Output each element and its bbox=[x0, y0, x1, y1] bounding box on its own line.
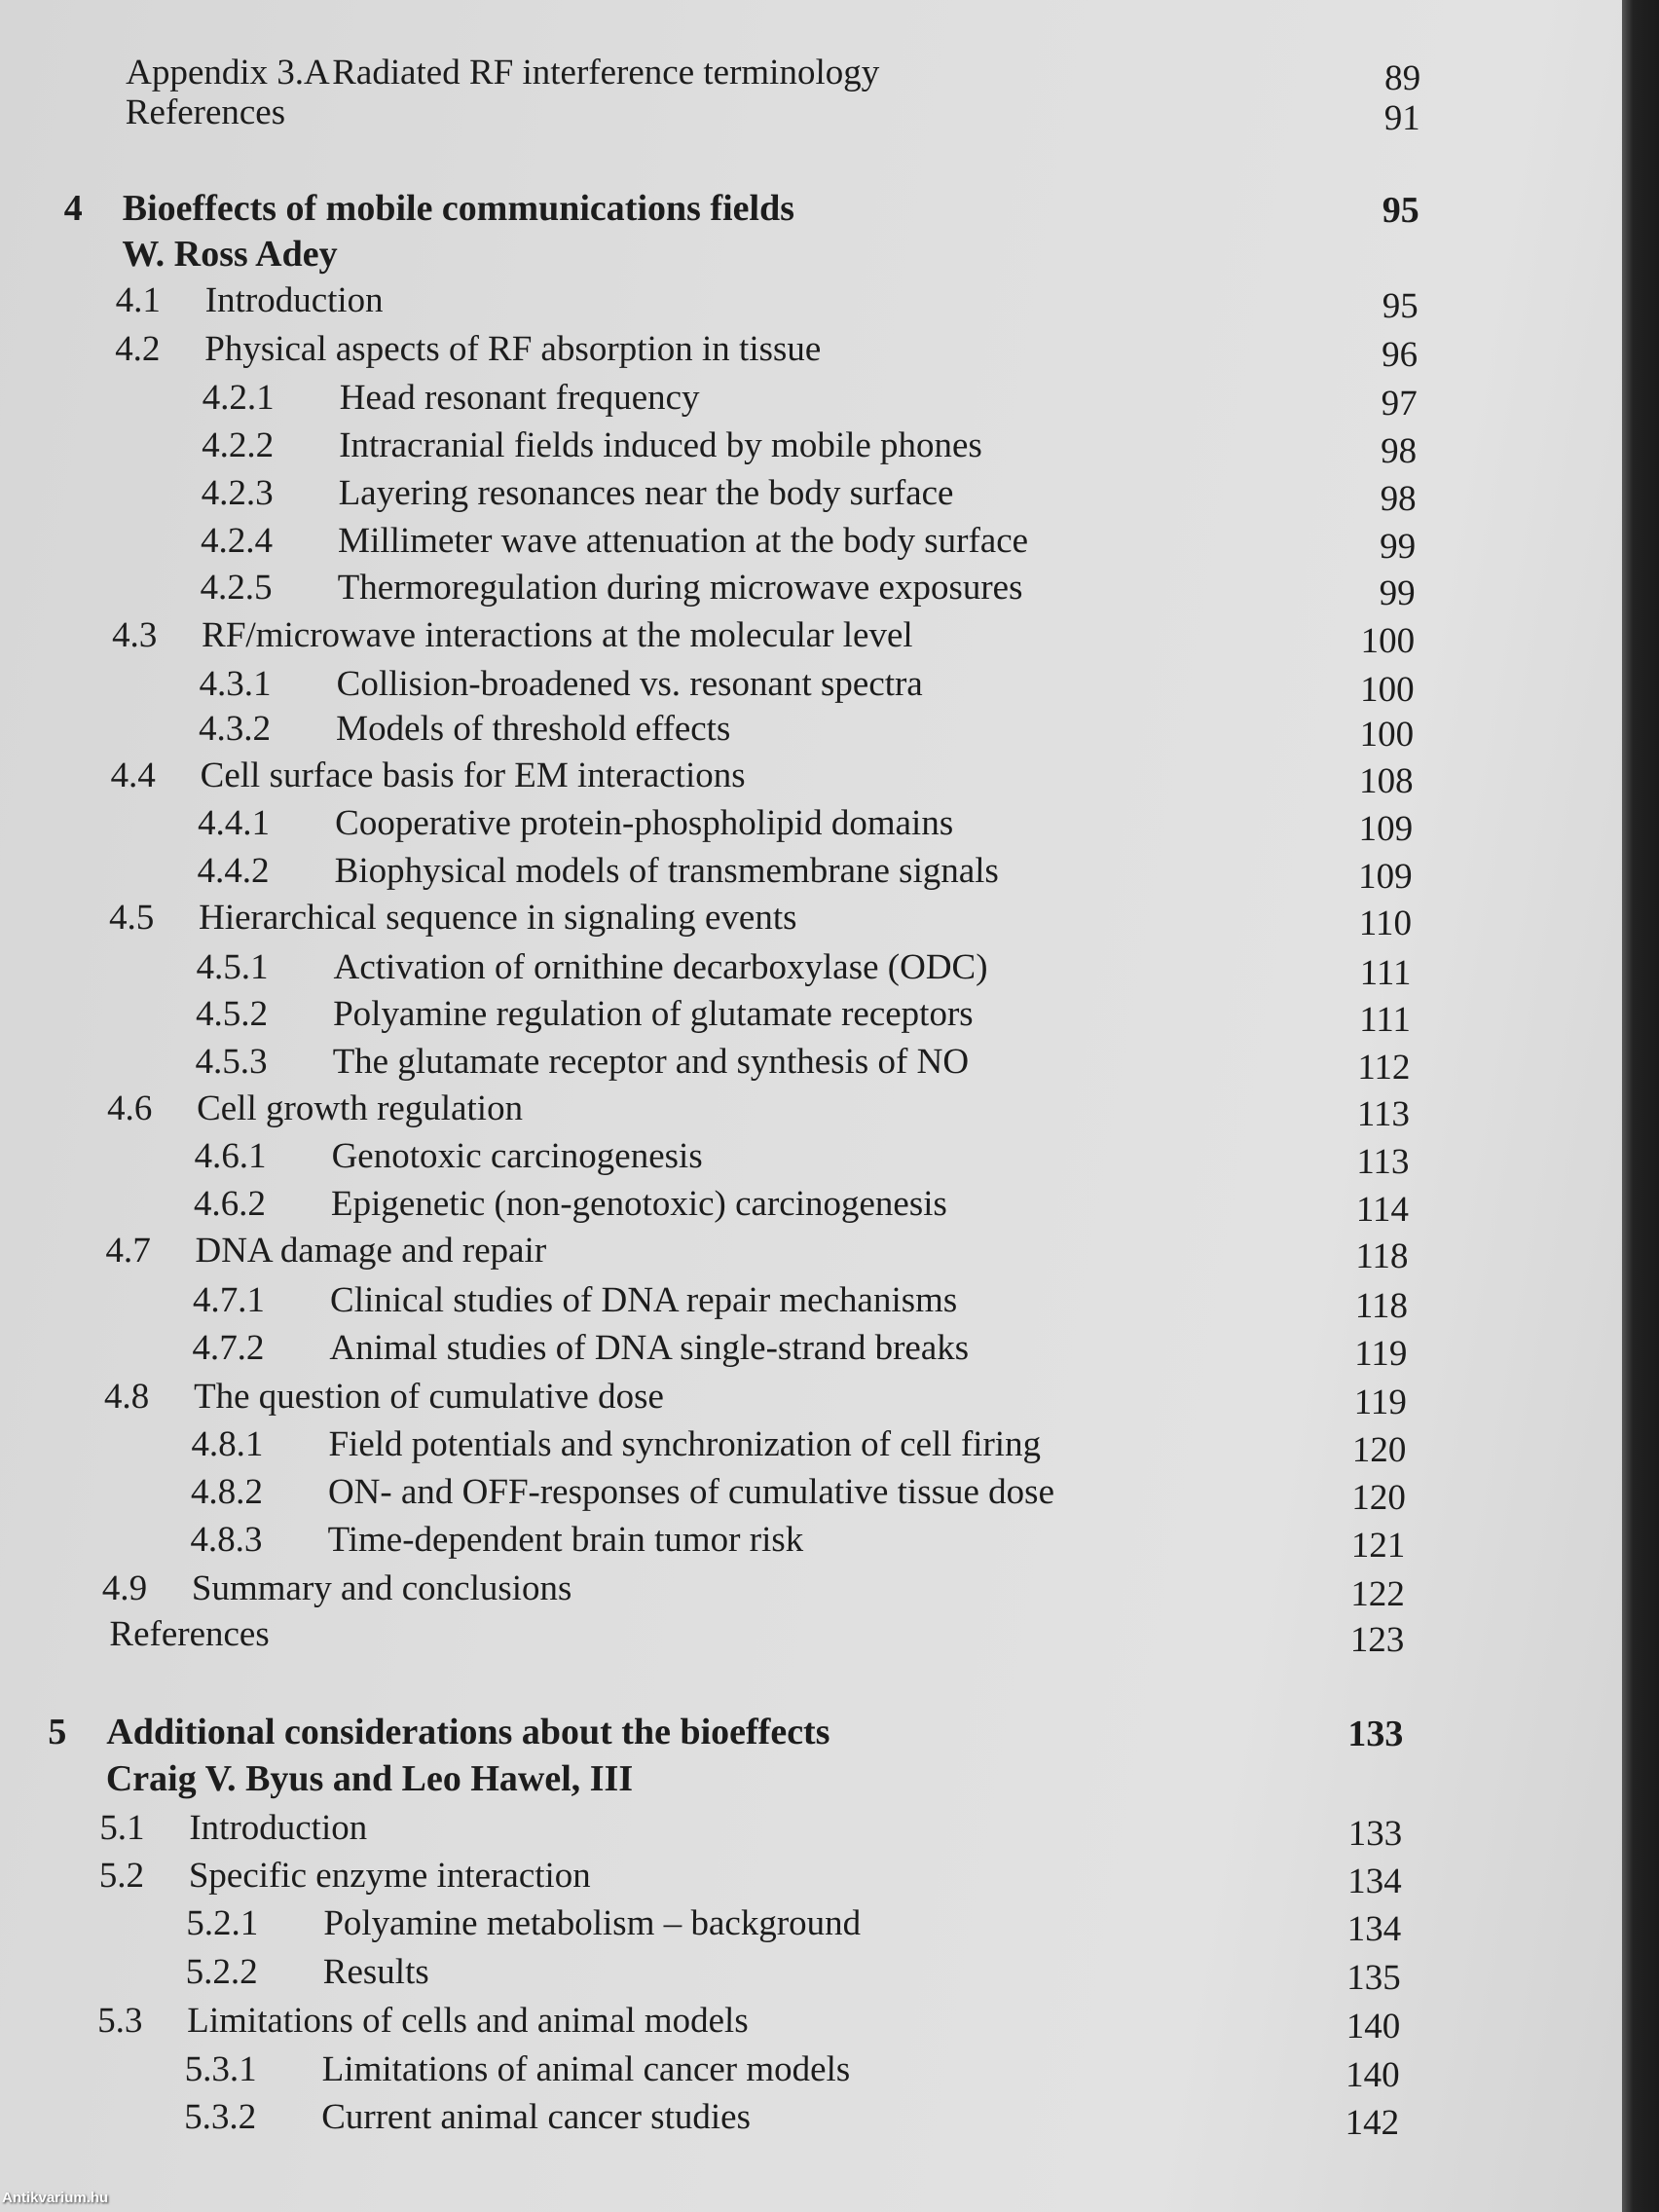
toc-entry bbox=[0, 1805, 1403, 1852]
entry-page-number: 121 bbox=[1350, 1526, 1406, 1566]
entry-page-number: 111 bbox=[1359, 1000, 1412, 1040]
entry-title: Animal studies of DNA single-strand breaks bbox=[329, 1328, 970, 1368]
entry-page-number: 113 bbox=[1356, 1142, 1410, 1182]
toc-entry bbox=[0, 1566, 1405, 1612]
entry-number: 4.2.3 bbox=[201, 473, 274, 513]
entry-page-number: 119 bbox=[1354, 1334, 1408, 1374]
entry-title: References bbox=[125, 92, 286, 132]
toc-entry bbox=[0, 90, 1420, 136]
entry-number: 4.6.1 bbox=[194, 1136, 267, 1176]
entry-page-number: 120 bbox=[1351, 1430, 1407, 1470]
toc-entry bbox=[0, 1611, 1405, 1658]
entry-page-number: 100 bbox=[1359, 715, 1415, 755]
toc-entry bbox=[0, 423, 1417, 469]
entry-page-number: 119 bbox=[1353, 1382, 1408, 1422]
toc-entry bbox=[0, 1039, 1411, 1086]
toc-entry bbox=[0, 991, 1411, 1038]
entry-title: Millimeter wave attenuation at the body surface bbox=[337, 521, 1029, 561]
entry-title: Additional considerations about the bioeffects bbox=[106, 1712, 830, 1752]
entry-title: Limitations of animal cancer models bbox=[321, 2049, 851, 2089]
entry-number: 4.5 bbox=[108, 898, 155, 938]
entry-number: 4.5.1 bbox=[196, 947, 269, 987]
entry-number: 4.2.4 bbox=[200, 521, 274, 561]
entry-page-number: 98 bbox=[1380, 431, 1418, 471]
entry-page-number: 135 bbox=[1346, 1958, 1401, 1998]
toc-entry bbox=[0, 565, 1416, 611]
entry-title: Time-dependent brain tumor risk bbox=[327, 1520, 804, 1560]
entry-page-number: 96 bbox=[1381, 335, 1419, 375]
toc-entry bbox=[0, 518, 1416, 565]
toc-entry bbox=[0, 1133, 1410, 1180]
entry-title: Polyamine regulation of glutamate receptors bbox=[332, 994, 974, 1034]
entry-page-number: 100 bbox=[1360, 621, 1416, 661]
entry-number: 4.2.5 bbox=[200, 568, 273, 608]
entry-title: Specific enzyme interaction bbox=[188, 1856, 592, 1896]
toc-entry bbox=[0, 848, 1413, 895]
entry-title: The question of cumulative dose bbox=[193, 1377, 665, 1417]
entry-page-number: 108 bbox=[1358, 761, 1414, 801]
entry-page-number: 100 bbox=[1359, 670, 1415, 710]
entry-number: 4 bbox=[63, 188, 83, 229]
entry-number: 4.6.2 bbox=[193, 1184, 267, 1224]
entry-number: 4.8 bbox=[103, 1377, 150, 1417]
toc-entry bbox=[0, 1421, 1407, 1468]
entry-number: 4.5.3 bbox=[195, 1042, 268, 1082]
entry-number: 4.4 bbox=[110, 756, 157, 795]
entry-title: Field potentials and synchronization of cell firing bbox=[328, 1424, 1042, 1464]
entry-title: Introduction bbox=[204, 280, 384, 320]
entry-page-number: 95 bbox=[1382, 286, 1419, 326]
entry-title: Radiated RF interference terminology bbox=[332, 53, 880, 92]
toc-entry bbox=[0, 2094, 1399, 2141]
entry-number: 4.8.3 bbox=[190, 1520, 263, 1560]
entry-title: ON- and OFF-responses of cumulative tissue dose bbox=[327, 1472, 1055, 1512]
entry-number: 4.4.1 bbox=[197, 803, 271, 843]
toc-entry bbox=[0, 277, 1419, 324]
entry-title: Collision-broadened vs. resonant spectra bbox=[336, 664, 923, 704]
toc-entry bbox=[0, 1374, 1407, 1420]
entry-title: Activation of ornithine decarboxylase (ODC) bbox=[333, 947, 988, 987]
entry-number: 4.7.2 bbox=[192, 1328, 265, 1368]
toc-entry bbox=[0, 1900, 1402, 1947]
entry-title: Current animal cancer studies bbox=[321, 2097, 752, 2137]
entry-page-number: 113 bbox=[1356, 1094, 1411, 1134]
entry-title: DNA damage and repair bbox=[195, 1231, 547, 1271]
entry-page-number: 140 bbox=[1346, 2007, 1401, 2046]
entry-title: The glutamate receptor and synthesis of NO bbox=[332, 1042, 970, 1082]
entry-number: 5 bbox=[48, 1712, 67, 1752]
toc-entry bbox=[0, 470, 1417, 517]
toc-entry bbox=[0, 1998, 1401, 2045]
entry-title: References bbox=[109, 1614, 270, 1654]
entry-number: 5.2.2 bbox=[185, 1952, 259, 1992]
entry-number: 4.8.2 bbox=[190, 1472, 264, 1512]
entry-number: 5.3.1 bbox=[184, 2049, 257, 2089]
toc-entry bbox=[0, 1853, 1402, 1899]
entry-number: 4.3.2 bbox=[198, 709, 272, 749]
entry-title: Cell surface basis for EM interactions bbox=[200, 756, 746, 795]
toc-entry bbox=[0, 753, 1414, 799]
entry-title: Biophysical models of transmembrane signals bbox=[334, 851, 1000, 891]
toc-entry bbox=[0, 1517, 1406, 1564]
entry-page-number: 110 bbox=[1358, 903, 1413, 943]
toc-entry bbox=[0, 706, 1414, 753]
entry-number: 4.9 bbox=[101, 1568, 148, 1608]
entry-number: 4.5.2 bbox=[195, 994, 269, 1034]
entry-title: Genotoxic carcinogenesis bbox=[331, 1136, 703, 1176]
entry-page-number: 142 bbox=[1345, 2103, 1400, 2143]
entry-page-number: 122 bbox=[1350, 1574, 1406, 1614]
entry-page-number: 133 bbox=[1347, 1714, 1404, 1754]
entry-page-number: 134 bbox=[1347, 1862, 1402, 1901]
toc-entry bbox=[0, 895, 1412, 941]
entry-title: Epigenetic (non-genotoxic) carcinogenesis bbox=[330, 1184, 948, 1224]
entry-number: 4.7 bbox=[105, 1231, 152, 1271]
entry-page-number: 123 bbox=[1349, 1620, 1405, 1660]
entry-page-number: 99 bbox=[1379, 573, 1416, 613]
entry-title: Craig V. Byus and Leo Hawel, III bbox=[105, 1758, 634, 1799]
entry-page-number: 95 bbox=[1382, 190, 1419, 231]
toc-chapter-entry bbox=[0, 185, 1419, 232]
entry-number: 5.3 bbox=[97, 2001, 143, 2041]
toc-entry bbox=[0, 1469, 1406, 1516]
entry-page-number: 118 bbox=[1354, 1286, 1409, 1326]
entry-title: Summary and conclusions bbox=[191, 1568, 572, 1608]
toc-entry bbox=[0, 1949, 1401, 1996]
entry-title: Results bbox=[322, 1952, 429, 1992]
entry-title: Thermoregulation during microwave exposures bbox=[337, 568, 1023, 608]
entry-number: 5.1 bbox=[99, 1808, 145, 1848]
entry-title: Limitations of cells and animal models bbox=[187, 2001, 749, 2041]
entry-number: 4.7.1 bbox=[192, 1280, 266, 1320]
toc-entry bbox=[0, 1277, 1408, 1324]
watermark: Antikvarium.hu bbox=[2, 2190, 109, 2206]
entry-page-number: 111 bbox=[1359, 953, 1412, 993]
entry-title: W. Ross Adey bbox=[122, 234, 338, 275]
entry-page-number: 133 bbox=[1347, 1814, 1403, 1854]
entry-page-number: 98 bbox=[1380, 479, 1417, 519]
entry-number: 4.6 bbox=[106, 1088, 153, 1128]
entry-page-number: 118 bbox=[1355, 1236, 1409, 1276]
entry-number: 4.3 bbox=[111, 615, 158, 655]
entry-page-number: 120 bbox=[1351, 1478, 1407, 1518]
entry-number: 4.4.2 bbox=[197, 851, 270, 891]
entry-title: Clinical studies of DNA repair mechanisms bbox=[329, 1280, 958, 1320]
entry-number: 5.2 bbox=[98, 1856, 145, 1896]
entry-number: 4.3.1 bbox=[199, 664, 272, 704]
toc-entry bbox=[0, 1181, 1409, 1228]
toc-entry bbox=[0, 1228, 1409, 1274]
entry-title: Head resonant frequency bbox=[339, 378, 700, 418]
toc-entry bbox=[0, 661, 1415, 708]
entry-title: Cell growth regulation bbox=[196, 1088, 524, 1128]
entry-title: Bioeffects of mobile communications fields bbox=[122, 188, 795, 229]
entry-title: Introduction bbox=[189, 1808, 368, 1848]
entry-page-number: 109 bbox=[1357, 857, 1413, 897]
entry-title: Models of threshold effects bbox=[335, 709, 731, 749]
toc-entry bbox=[0, 2046, 1400, 2093]
entry-title: Polyamine metabolism – background bbox=[323, 1903, 862, 1943]
toc-entry bbox=[0, 800, 1413, 847]
toc-entry bbox=[0, 1086, 1410, 1132]
entry-number: 4.2 bbox=[115, 329, 161, 369]
entry-number: 4.8.1 bbox=[191, 1424, 264, 1464]
toc-author-line bbox=[0, 231, 1419, 277]
entry-title: Intracranial fields induced by mobile phones bbox=[338, 425, 983, 465]
entry-number: Appendix 3.A bbox=[126, 53, 331, 92]
toc-entry bbox=[0, 375, 1418, 422]
entry-title: Layering resonances near the body surface bbox=[338, 473, 954, 513]
entry-page-number: 109 bbox=[1358, 809, 1414, 849]
entry-page-number: 89 bbox=[1383, 58, 1421, 98]
toc-chapter-entry bbox=[0, 1709, 1404, 1755]
entry-title: Cooperative protein-phospholipid domains bbox=[334, 803, 954, 843]
entry-number: 4.2.2 bbox=[201, 425, 275, 465]
entry-title: Hierarchical sequence in signaling events bbox=[198, 898, 797, 938]
entry-number: 5.2.1 bbox=[186, 1903, 259, 1943]
entry-number: 4.1 bbox=[115, 280, 162, 320]
toc-author-line bbox=[0, 1755, 1403, 1802]
entry-title: Physical aspects of RF absorption in tissue bbox=[204, 329, 822, 369]
entry-page-number: 114 bbox=[1355, 1190, 1410, 1230]
entry-page-number: 91 bbox=[1383, 98, 1420, 138]
entry-page-number: 99 bbox=[1379, 527, 1417, 567]
toc-entry bbox=[0, 1325, 1408, 1372]
toc-entry bbox=[0, 326, 1418, 373]
entry-page-number: 140 bbox=[1345, 2055, 1400, 2095]
toc-entry bbox=[0, 944, 1412, 991]
entry-number: 5.3.2 bbox=[184, 2097, 257, 2137]
toc-entry bbox=[0, 612, 1415, 659]
entry-number: 4.2.1 bbox=[202, 378, 275, 418]
entry-page-number: 97 bbox=[1381, 384, 1418, 424]
entry-title: RF/microwave interactions at the molecular level bbox=[201, 615, 913, 655]
entry-page-number: 134 bbox=[1346, 1909, 1402, 1949]
entry-page-number: 112 bbox=[1357, 1048, 1411, 1088]
